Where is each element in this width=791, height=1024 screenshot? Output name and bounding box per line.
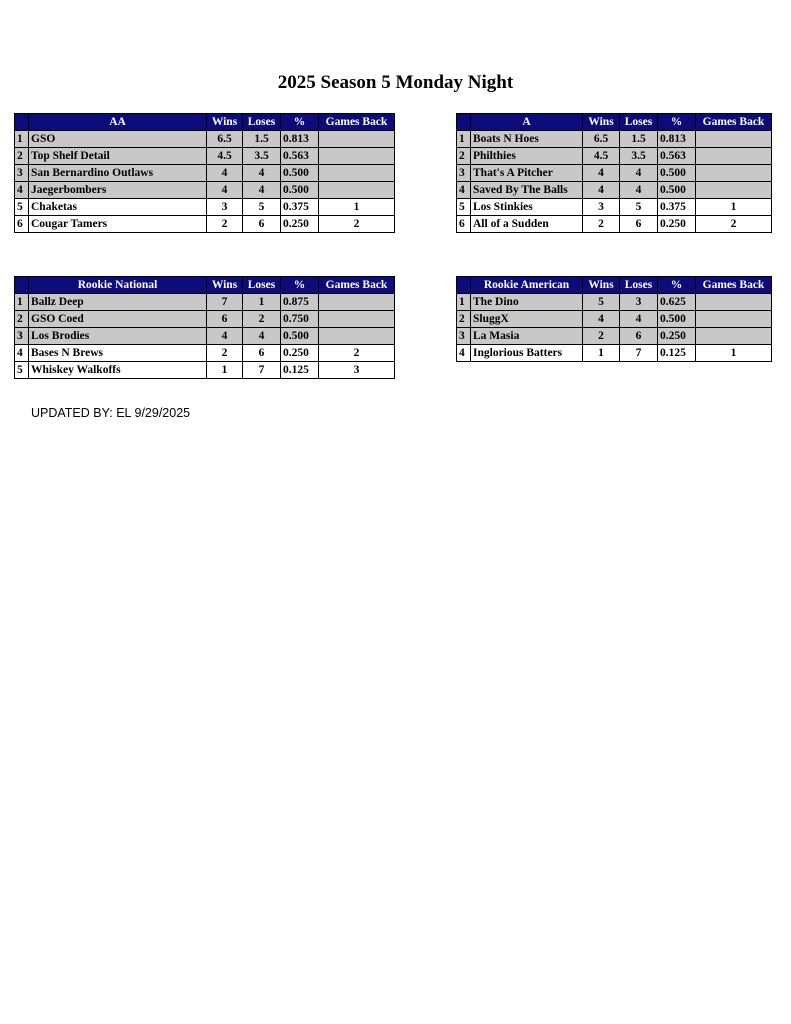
- rank-cell: 6: [457, 216, 471, 233]
- loses-cell: 5: [620, 199, 658, 216]
- games-back-cell: [696, 131, 772, 148]
- team-row: [15, 294, 395, 311]
- wins-cell: 3: [583, 199, 620, 216]
- team-row: [15, 165, 395, 182]
- games-back-header: Games Back: [319, 114, 395, 131]
- team-name-cell: That's A Pitcher: [471, 165, 583, 182]
- team-row: [15, 328, 395, 345]
- rank-cell: 4: [457, 345, 471, 362]
- rank-cell: 1: [457, 131, 471, 148]
- wins-cell: 4: [207, 328, 243, 345]
- pct-cell: 0.250: [658, 328, 696, 345]
- rank-cell: 3: [15, 328, 29, 345]
- rank-cell: 5: [15, 199, 29, 216]
- pct-cell: 0.250: [281, 216, 319, 233]
- pct-cell: 0.250: [281, 345, 319, 362]
- updated-by-note: UPDATED BY: EL 9/29/2025: [31, 406, 191, 420]
- team-name-cell: Philthies: [471, 148, 583, 165]
- standings-body: [15, 131, 395, 233]
- header-row: [457, 114, 772, 131]
- loses-cell: 6: [243, 345, 281, 362]
- wins-cell: 1: [583, 345, 620, 362]
- loses-header: Loses: [243, 277, 281, 294]
- loses-cell: 4: [620, 182, 658, 199]
- games-back-cell: 1: [319, 199, 395, 216]
- wins-cell: 4: [583, 165, 620, 182]
- team-name-cell: La Masia: [471, 328, 583, 345]
- standings-body: [457, 131, 772, 233]
- loses-cell: 3.5: [620, 148, 658, 165]
- loses-header: Loses: [243, 114, 281, 131]
- wins-cell: 4.5: [583, 148, 620, 165]
- team-row: [457, 148, 772, 165]
- games-back-cell: [319, 165, 395, 182]
- standings-table-rookie-national: [14, 276, 395, 379]
- team-row: [15, 148, 395, 165]
- pct-header: %: [658, 114, 696, 131]
- team-name-cell: Bases N Brews: [29, 345, 207, 362]
- team-name-cell: Saved By The Balls: [471, 182, 583, 199]
- pct-cell: 0.500: [281, 165, 319, 182]
- pct-cell: 0.125: [658, 345, 696, 362]
- loses-cell: 4: [243, 328, 281, 345]
- wins-cell: 4: [583, 182, 620, 199]
- games-back-header: Games Back: [696, 114, 772, 131]
- games-back-cell: 3: [319, 362, 395, 379]
- team-name-cell: Jaegerbombers: [29, 182, 207, 199]
- header-row: [15, 114, 395, 131]
- wins-cell: 3: [207, 199, 243, 216]
- wins-header: Wins: [207, 277, 243, 294]
- page-title: 2025 Season 5 Monday Night: [277, 72, 514, 93]
- team-name-cell: Cougar Tamers: [29, 216, 207, 233]
- loses-cell: 4: [243, 182, 281, 199]
- loses-cell: 6: [620, 216, 658, 233]
- loses-cell: 4: [620, 311, 658, 328]
- rank-cell: 2: [15, 311, 29, 328]
- standings-table-a: [456, 113, 772, 233]
- rank-header: [15, 277, 29, 294]
- pct-cell: 0.563: [658, 148, 696, 165]
- team-row: [457, 311, 772, 328]
- loses-cell: 7: [620, 345, 658, 362]
- team-name-cell: The Dino: [471, 294, 583, 311]
- pct-header: %: [281, 277, 319, 294]
- games-back-cell: 1: [696, 345, 772, 362]
- rank-cell: 3: [457, 165, 471, 182]
- pct-cell: 0.563: [281, 148, 319, 165]
- wins-header: Wins: [207, 114, 243, 131]
- team-name-cell: Top Shelf Detail: [29, 148, 207, 165]
- standings-table-rookie-american: [456, 276, 772, 362]
- games-back-cell: 2: [319, 345, 395, 362]
- team-row: [457, 345, 772, 362]
- wins-cell: 4: [583, 311, 620, 328]
- team-row: [457, 165, 772, 182]
- games-back-cell: [696, 328, 772, 345]
- wins-cell: 5: [583, 294, 620, 311]
- games-back-header: Games Back: [696, 277, 772, 294]
- team-name-cell: Chaketas: [29, 199, 207, 216]
- games-back-cell: [319, 311, 395, 328]
- division-name: A: [471, 114, 583, 131]
- team-row: [457, 294, 772, 311]
- team-row: [15, 131, 395, 148]
- rank-header: [457, 277, 471, 294]
- team-row: [15, 311, 395, 328]
- team-name-cell: Boats N Hoes: [471, 131, 583, 148]
- games-back-cell: [319, 131, 395, 148]
- team-name-cell: Whiskey Walkoffs: [29, 362, 207, 379]
- loses-cell: 4: [243, 165, 281, 182]
- pct-cell: 0.500: [281, 182, 319, 199]
- team-name-cell: GSO: [29, 131, 207, 148]
- wins-cell: 6: [207, 311, 243, 328]
- rank-cell: 5: [15, 362, 29, 379]
- team-row: [457, 131, 772, 148]
- wins-cell: 7: [207, 294, 243, 311]
- pct-cell: 0.500: [658, 165, 696, 182]
- loses-cell: 6: [620, 328, 658, 345]
- team-name-cell: All of a Sudden: [471, 216, 583, 233]
- rank-cell: 4: [15, 345, 29, 362]
- wins-cell: 2: [583, 216, 620, 233]
- team-name-cell: GSO Coed: [29, 311, 207, 328]
- games-back-cell: 1: [696, 199, 772, 216]
- wins-cell: 2: [207, 345, 243, 362]
- loses-cell: 6: [243, 216, 281, 233]
- wins-cell: 6.5: [583, 131, 620, 148]
- pct-cell: 0.375: [658, 199, 696, 216]
- team-row: [457, 328, 772, 345]
- rank-cell: 2: [457, 311, 471, 328]
- loses-cell: 5: [243, 199, 281, 216]
- team-row: [457, 182, 772, 199]
- games-back-cell: 2: [319, 216, 395, 233]
- team-row: [457, 199, 772, 216]
- division-name: Rookie American: [471, 277, 583, 294]
- rank-cell: 4: [15, 182, 29, 199]
- team-row: [457, 216, 772, 233]
- rank-header: [457, 114, 471, 131]
- pct-cell: 0.500: [658, 311, 696, 328]
- loses-cell: 2: [243, 311, 281, 328]
- team-row: [15, 345, 395, 362]
- pct-cell: 0.375: [281, 199, 319, 216]
- rank-cell: 2: [15, 148, 29, 165]
- pct-cell: 0.125: [281, 362, 319, 379]
- loses-cell: 1: [243, 294, 281, 311]
- wins-cell: 2: [583, 328, 620, 345]
- games-back-cell: [696, 182, 772, 199]
- rank-cell: 4: [457, 182, 471, 199]
- wins-cell: 4.5: [207, 148, 243, 165]
- loses-cell: 1.5: [620, 131, 658, 148]
- team-name-cell: Inglorious Batters: [471, 345, 583, 362]
- rank-cell: 1: [457, 294, 471, 311]
- rank-cell: 2: [457, 148, 471, 165]
- team-name-cell: Los Stinkies: [471, 199, 583, 216]
- header-row: [457, 277, 772, 294]
- team-name-cell: San Bernardino Outlaws: [29, 165, 207, 182]
- division-name: AA: [29, 114, 207, 131]
- team-name-cell: Los Brodies: [29, 328, 207, 345]
- games-back-cell: [696, 148, 772, 165]
- pct-cell: 0.500: [658, 182, 696, 199]
- loses-cell: 1.5: [243, 131, 281, 148]
- team-row: [15, 362, 395, 379]
- loses-cell: 7: [243, 362, 281, 379]
- pct-cell: 0.875: [281, 294, 319, 311]
- standings-body: [457, 294, 772, 362]
- wins-header: Wins: [583, 114, 620, 131]
- pct-cell: 0.813: [281, 131, 319, 148]
- pct-header: %: [658, 277, 696, 294]
- rank-cell: 1: [15, 294, 29, 311]
- games-back-cell: [319, 148, 395, 165]
- games-back-cell: 2: [696, 216, 772, 233]
- rank-cell: 6: [15, 216, 29, 233]
- team-name-cell: SluggX: [471, 311, 583, 328]
- loses-cell: 3.5: [243, 148, 281, 165]
- wins-cell: 1: [207, 362, 243, 379]
- rank-cell: 5: [457, 199, 471, 216]
- games-back-cell: [319, 328, 395, 345]
- pct-cell: 0.813: [658, 131, 696, 148]
- loses-cell: 4: [620, 165, 658, 182]
- division-name: Rookie National: [29, 277, 207, 294]
- rank-cell: 1: [15, 131, 29, 148]
- games-back-cell: [319, 182, 395, 199]
- wins-cell: 4: [207, 182, 243, 199]
- wins-cell: 4: [207, 165, 243, 182]
- team-row: [15, 216, 395, 233]
- pct-cell: 0.625: [658, 294, 696, 311]
- header-row: [15, 277, 395, 294]
- pct-cell: 0.250: [658, 216, 696, 233]
- games-back-cell: [319, 294, 395, 311]
- pct-cell: 0.500: [281, 328, 319, 345]
- wins-header: Wins: [583, 277, 620, 294]
- loses-header: Loses: [620, 114, 658, 131]
- wins-cell: 2: [207, 216, 243, 233]
- standings-table-aa: [14, 113, 395, 233]
- team-row: [15, 182, 395, 199]
- loses-cell: 3: [620, 294, 658, 311]
- loses-header: Loses: [620, 277, 658, 294]
- games-back-cell: [696, 294, 772, 311]
- standings-body: [15, 294, 395, 379]
- rank-cell: 3: [15, 165, 29, 182]
- games-back-cell: [696, 165, 772, 182]
- pct-cell: 0.750: [281, 311, 319, 328]
- pct-header: %: [281, 114, 319, 131]
- rank-header: [15, 114, 29, 131]
- team-row: [15, 199, 395, 216]
- games-back-cell: [696, 311, 772, 328]
- wins-cell: 6.5: [207, 131, 243, 148]
- team-name-cell: Ballz Deep: [29, 294, 207, 311]
- games-back-header: Games Back: [319, 277, 395, 294]
- rank-cell: 3: [457, 328, 471, 345]
